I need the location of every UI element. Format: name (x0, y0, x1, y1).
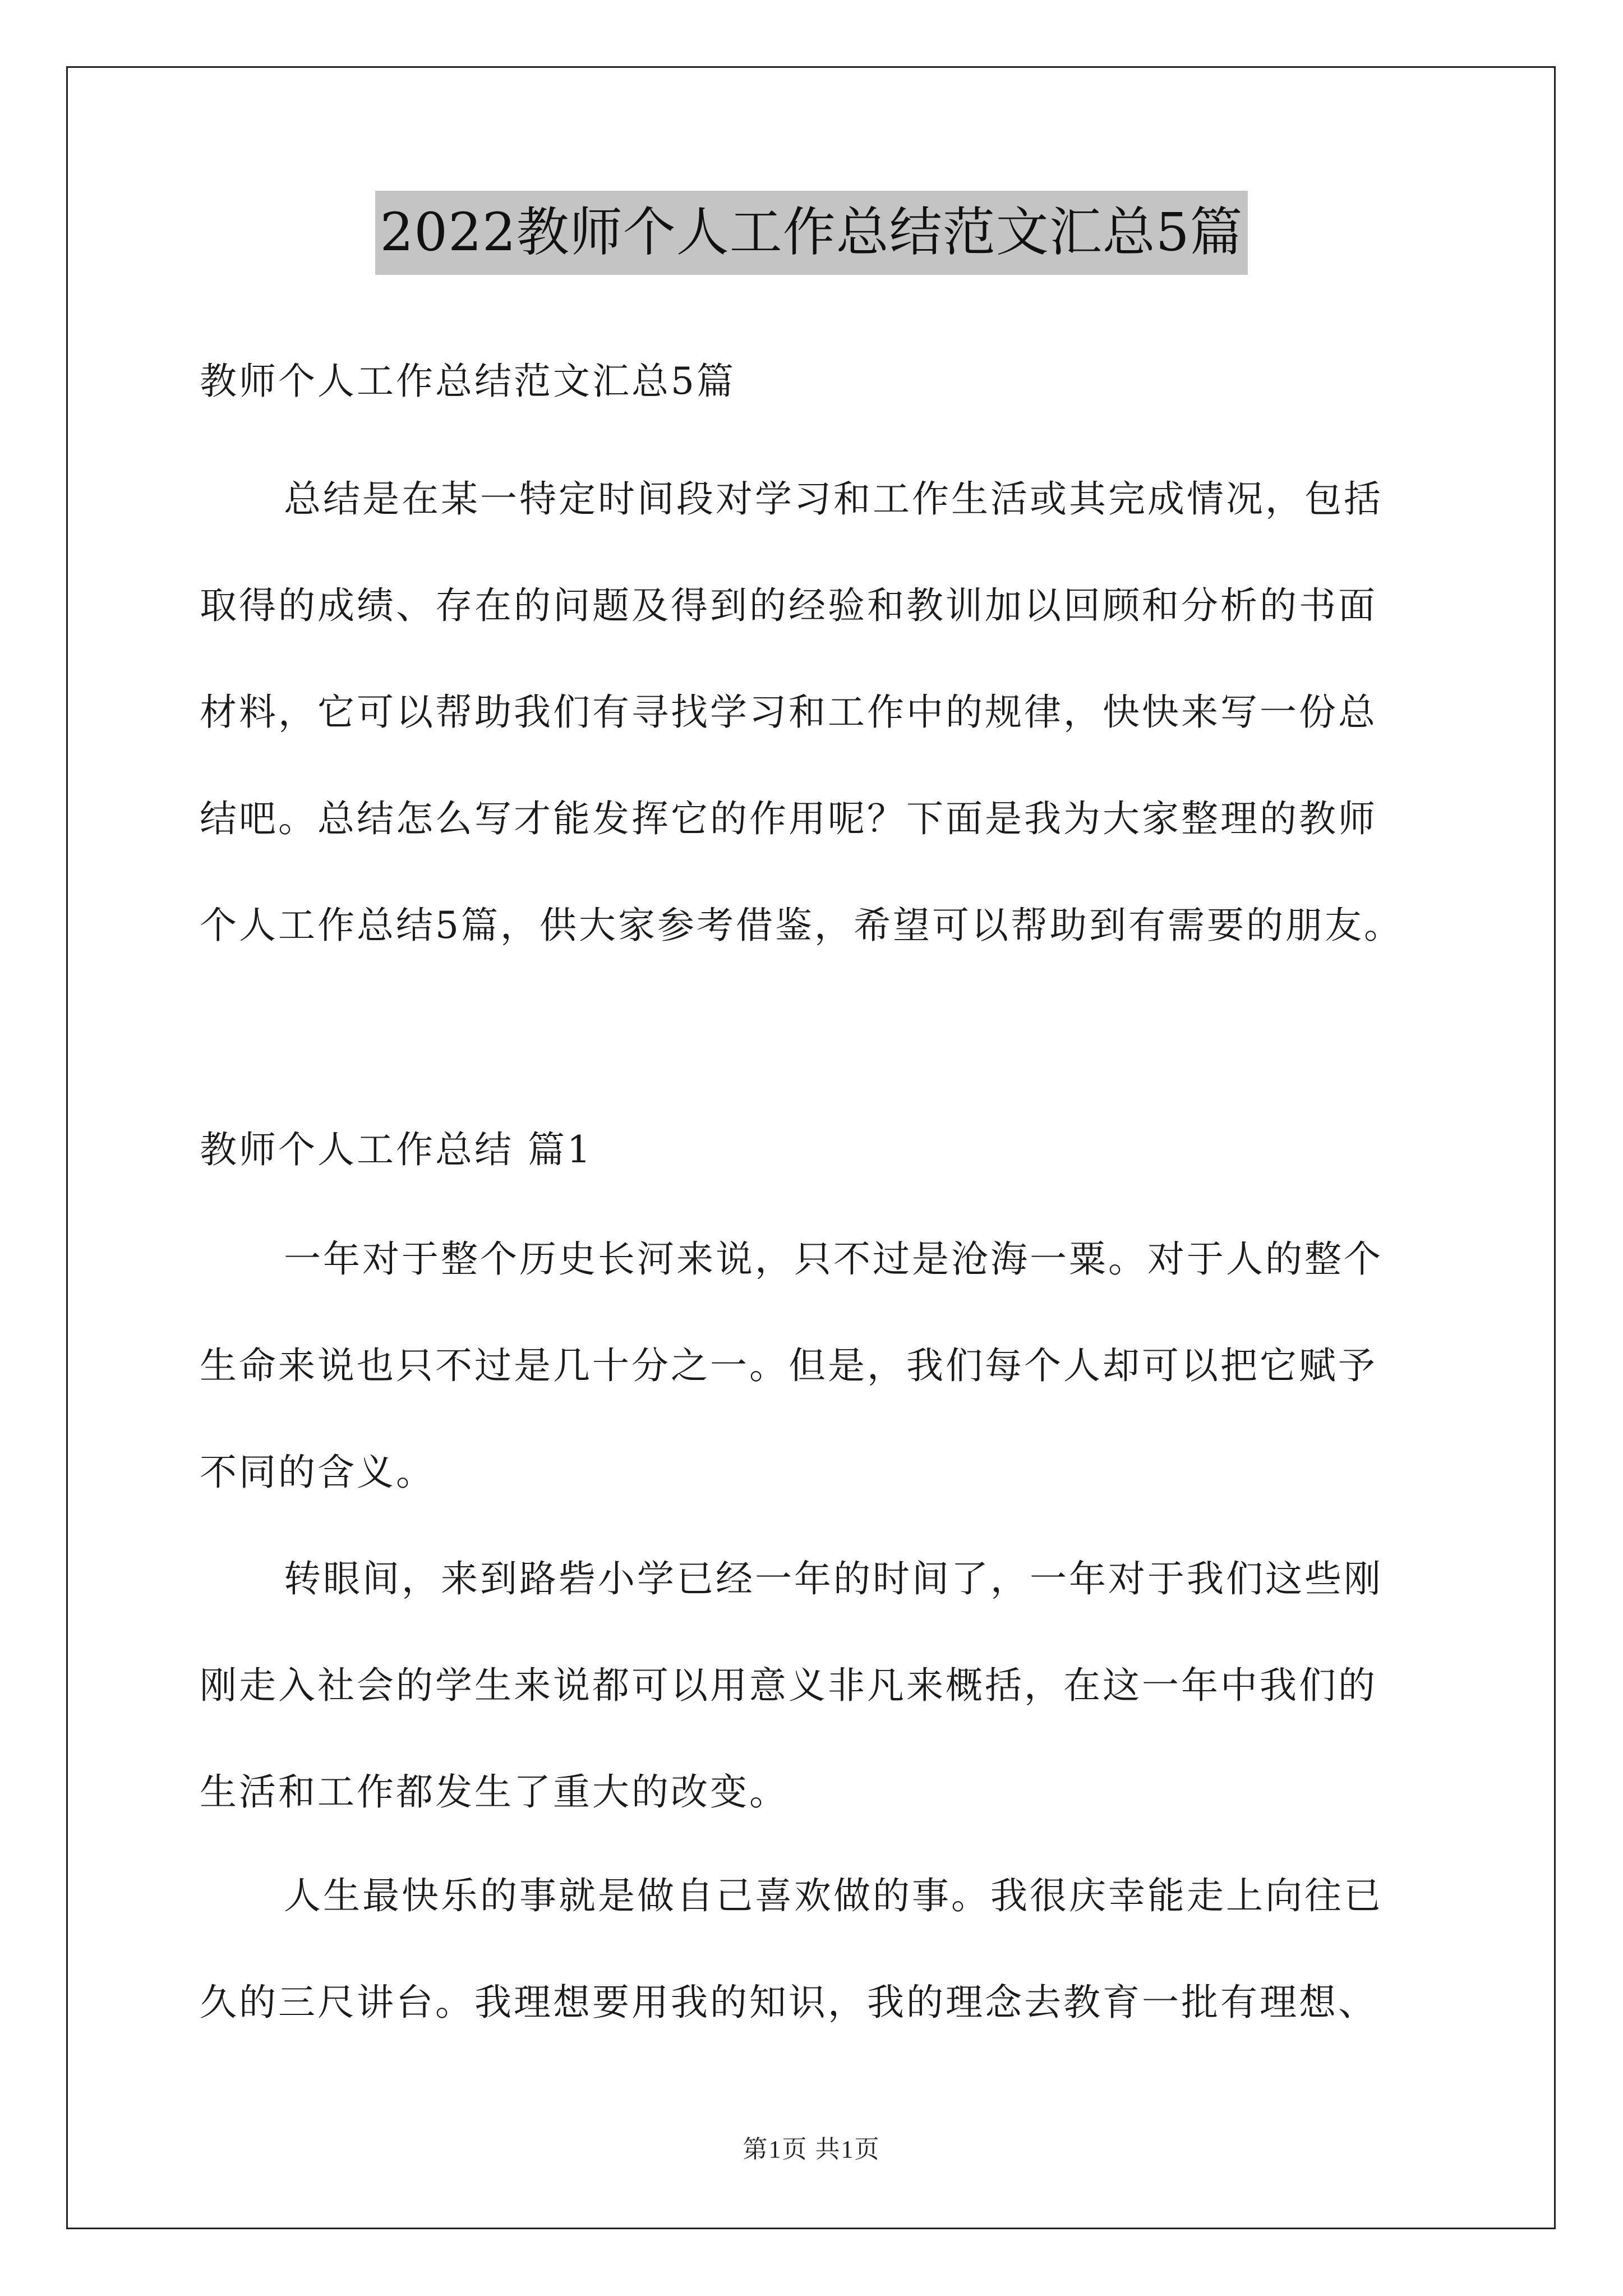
paragraph-school-year (200, 1526, 1433, 1846)
paragraph-line: 生活和工作都发生了重大的改变。 (200, 1770, 789, 1814)
paragraph-line: 生命来说也只不过是几十分之一。但是，我们每个人却可以把它赋予 (200, 1344, 1377, 1387)
paragraph-line: 取得的成绩、存在的问题及得到的经验和教训加以回顾和分析的书面 (200, 584, 1377, 627)
paragraph-line: 不同的含义。 (200, 1451, 435, 1494)
section-heading: 教师个人工作总结 篇1 (200, 1128, 593, 1171)
paragraph-line: 久的三尺讲台。我理想要用我的知识，我的理念去教育一批有理想、 (200, 1981, 1377, 2024)
title-container (0, 191, 1623, 275)
paragraph-line: 刚走入社会的学生来说都可以用意义非凡来概括，在这一年中我们的 (200, 1664, 1377, 1707)
paragraph-line: 材料，它可以帮助我们有寻找学习和工作中的规律，快快来写一份总 (200, 691, 1377, 734)
paragraph-line: 人生最快乐的事就是做自己喜欢做的事。我很庆幸能走上向往已 (284, 1874, 1383, 1917)
paragraph-line: 个人工作总结5篇，供大家参考借鉴，希望可以帮助到有需要的朋友。 (200, 904, 1403, 947)
paragraph-line: 结吧。总结怎么写才能发挥它的作用呢？下面是我为大家整理的教师 (200, 797, 1377, 840)
intro-paragraph (200, 446, 1433, 979)
paragraph-history (200, 1206, 1433, 1526)
paragraph-line: 一年对于整个历史长河来说，只不过是沧海一粟。对于人的整个 (284, 1237, 1383, 1281)
paragraph-happiness (200, 1843, 1433, 2056)
paragraph-line: 转眼间，来到路砦小学已经一年的时间了，一年对于我们这些刚 (284, 1557, 1383, 1600)
paragraph-line: 总结是在某一特定时间段对学习和工作生活或其完成情况，包括 (284, 477, 1383, 521)
page-footer: 第1页 共1页 (743, 2136, 880, 2163)
document-subtitle: 教师个人工作总结范文汇总5篇 (200, 360, 736, 403)
document-title: 2022教师个人工作总结范文汇总5篇 (375, 191, 1247, 275)
